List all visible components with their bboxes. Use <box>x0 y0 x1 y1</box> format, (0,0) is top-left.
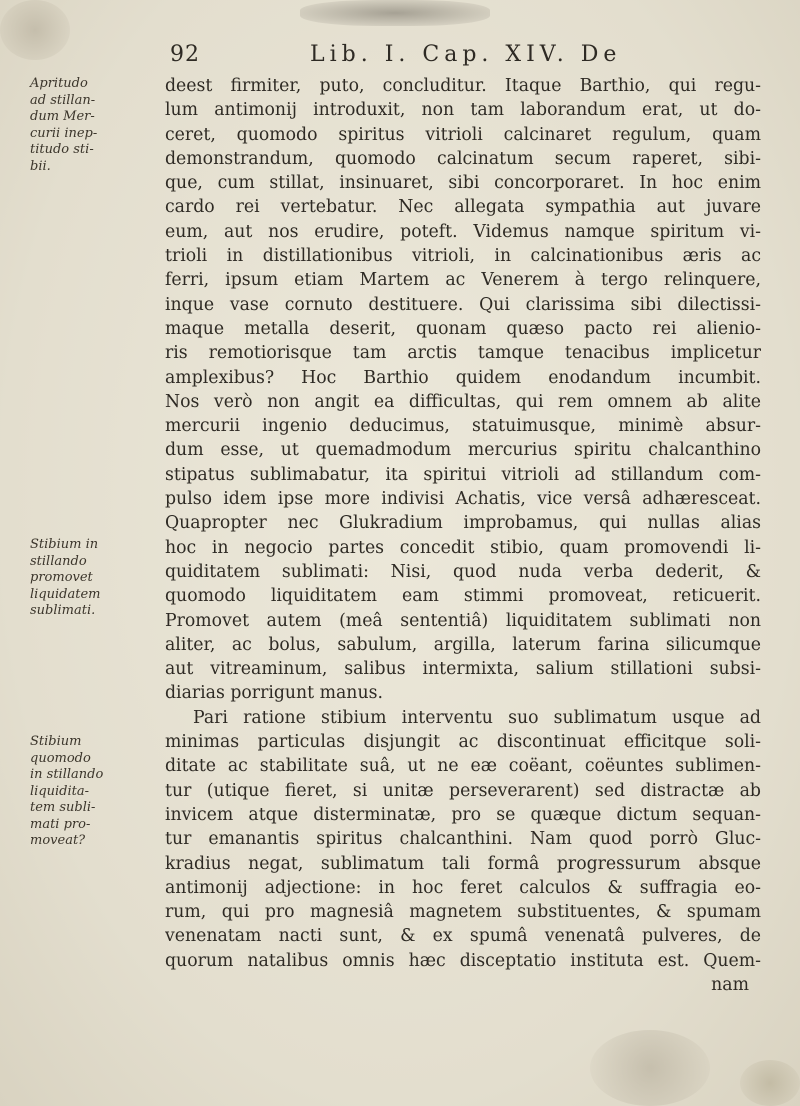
text-line: antimonij adjectione: in hoc feret calculos & suffragia eo- <box>165 877 761 898</box>
text-line: Promovet autem (meâ sententiâ) liquiditatem sublimati non <box>165 610 761 631</box>
running-title: Lib. I. Cap. XIV. De <box>310 42 622 67</box>
margin-note-line: in stillando <box>30 767 104 782</box>
text-line: que, cum stillat, insinuaret, sibi concorporaret. In hoc enim <box>165 173 761 194</box>
text-line: ris remotiorisque tam arctis tamque tenacibus implicetur <box>165 343 761 364</box>
main-text <box>165 74 761 997</box>
text-line: pulso idem ipse more indivisi Achatis, vice versâ adhæresceat. <box>165 489 761 510</box>
text-line: kradius negat, sublimatum tali formâ progressurum absque <box>165 853 761 874</box>
paper-stain <box>300 0 490 26</box>
text-line: tur (utique fieret, si unitæ perseverarent) sed distractæ ab <box>165 780 761 801</box>
margin-note-line: promovet <box>30 570 93 585</box>
text-line: quomodo liquiditatem eam stimmi promoveat, reticuerit. <box>165 586 761 607</box>
text-line: maque metalla deserit, quonam quæso pacto rei alienio- <box>165 318 761 339</box>
text-line: invicem atque disterminatæ, pro se quæque dictum sequan- <box>165 804 761 825</box>
margin-note-stibium-promovet <box>30 537 138 620</box>
text-line: quorum natalibus omnis hæc disceptatio instituta est. Quem- <box>165 950 761 971</box>
text-line: ceret, quomodo spiritus vitrioli calcinaret regulum, quam <box>165 124 761 145</box>
text-line: amplexibus? Hoc Barthio quidem enodandum incumbit. <box>165 367 761 388</box>
text-line: inque vase cornuto destituere. Qui clarissima sibi dilectissi- <box>165 294 761 315</box>
margin-note-line: liquidita- <box>30 783 90 799</box>
margin-note-line: mati pro- <box>30 816 91 832</box>
text-line: lum antimonij introduxit, non tam laborandum erat, ut do- <box>165 100 761 121</box>
text-line: trioli in distillationibus vitrioli, in calcinationibus æris ac <box>165 246 761 267</box>
text-line: minimas particulas disjungit ac discontinuat efficitque soli- <box>165 732 761 753</box>
text-line: hoc in negocio partes concedit stibio, quam promovendi li- <box>165 537 761 558</box>
margin-note-line: curii inep- <box>30 125 98 141</box>
text-line: diarias porrigunt manus. <box>165 683 383 704</box>
paper-stain <box>590 1030 710 1106</box>
text-line: rum, qui pro magnesiâ magnetem substituentes, & spumam <box>165 902 761 923</box>
margin-note-line: liquidatem <box>30 586 101 602</box>
margin-note-line: ad stillan- <box>30 92 96 108</box>
text-line: quiditatem sublimati: Nisi, quod nuda verba dederit, & <box>165 561 761 582</box>
margin-note-aptitudo <box>30 76 138 175</box>
text-line: ditate ac stabilitate suâ, ut ne eæ coëant, coëuntes sublimen- <box>165 756 761 777</box>
running-header <box>170 42 750 70</box>
text-line: Nos verò non angit ea difficultas, qui rem omnem ab alite <box>165 391 761 412</box>
margin-note-line: bii. <box>30 158 51 174</box>
text-line: demonstrandum, quomodo calcinatum secum raperet, sibi- <box>165 148 761 169</box>
text-line: venenatam nacti sunt, & ex spumâ venenatâ pulveres, de <box>165 926 761 947</box>
text-line: dum esse, ut quemadmodum mercurius spiritu chalcanthino <box>165 440 761 461</box>
text-line: stipatus sublimabatur, ita spiritui vitrioli ad stillandum com- <box>165 464 761 485</box>
margin-note-line: quomodo <box>30 750 91 766</box>
paper-stain <box>0 0 70 60</box>
text-line: cardo rei vertebatur. Nec allegata sympathia aut juvare <box>165 197 761 218</box>
margin-note-line: moveat? <box>30 833 86 848</box>
catchword: nam <box>711 974 749 995</box>
margin-note-line: tem subli- <box>30 800 96 815</box>
margin-note-line: stillando <box>30 553 87 569</box>
text-line: aliter, ac bolus, sabulum, argilla, laterum farina silicumque <box>165 634 761 655</box>
text-line: tur emanantis spiritus chalcanthini. Nam quod porrò Gluc- <box>165 829 761 850</box>
text-line: ferri, ipsum etiam Martem ac Venerem à tergo relinquere, <box>165 270 761 291</box>
margin-note-stibium-quomodo <box>30 734 138 850</box>
text-line: deest firmiter, puto, concluditur. Itaque Barthio, qui regu- <box>165 76 761 96</box>
text-line: Pari ratione stibium interventu suo sublimatum usque ad <box>193 707 761 728</box>
paper-stain <box>740 1060 800 1106</box>
margin-note-line: titudo sti- <box>30 142 94 157</box>
text-line: Quapropter nec Glukradium improbamus, qui nullas alias <box>165 513 761 534</box>
margin-note-line: sublimati. <box>30 603 96 618</box>
margin-note-line: Stibium <box>30 734 82 749</box>
margin-note-line: Stibium in <box>30 537 99 552</box>
page-number: 92 <box>170 42 200 67</box>
margin-note-line: Apritudo <box>30 76 88 91</box>
text-line: eum, aut nos erudire, poteft. Videmus namque spiritum vi- <box>165 221 761 242</box>
margin-note-line: dum Mer- <box>30 109 95 124</box>
text-line: mercurii ingenio deducimus, statuimusque, minimè absur- <box>165 416 761 437</box>
text-line: aut vitreaminum, salibus intermixta, salium stillationi subsi- <box>165 659 761 680</box>
